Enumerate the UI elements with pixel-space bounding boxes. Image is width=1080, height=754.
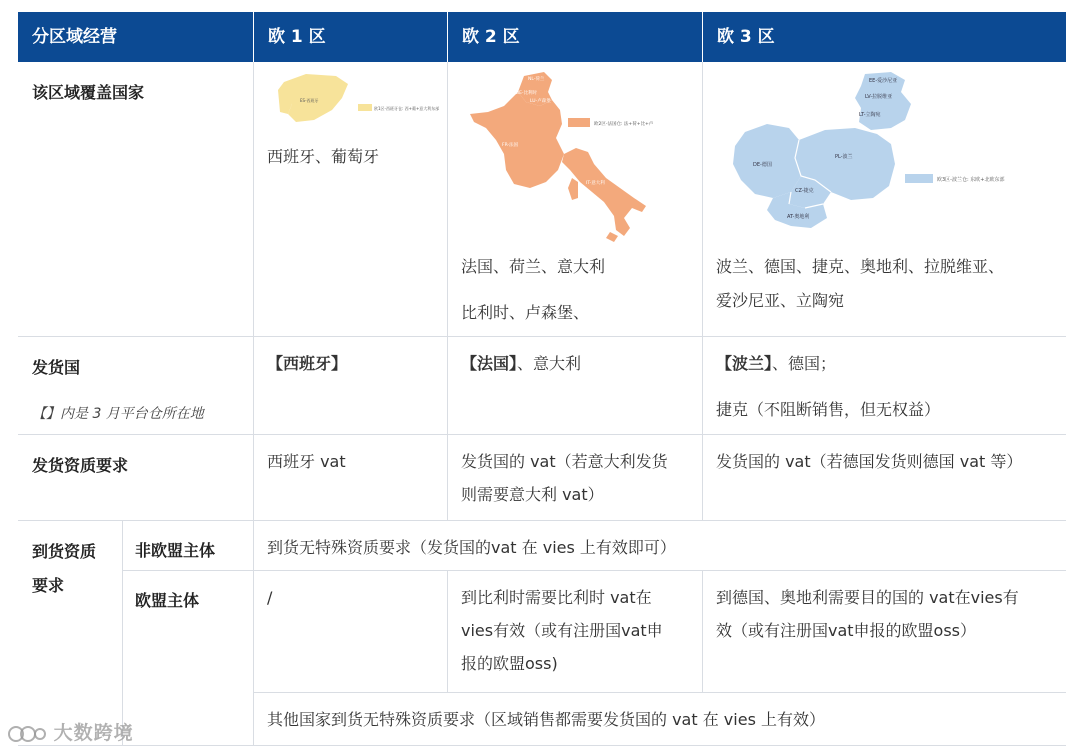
coverage-eu1-cell (254, 62, 448, 337)
coverage-label-cell (18, 62, 254, 337)
watermark-logo-icon (6, 722, 46, 746)
arrival-label-line1: 到货资质 (32, 542, 97, 561)
eu-eu2-cell (448, 571, 703, 693)
eu1-countries: 西班牙、葡萄牙 (267, 147, 380, 166)
eu-eu3-line2: 效（或有注册国vat申报的欧盟oss） (716, 621, 977, 640)
ship-qual-eu1: 西班牙 vat (267, 452, 346, 471)
other-arrival-text: 其他国家到货无特殊资质要求（区域销售都需要发货国的 vat 在 vies 上有效） (267, 710, 825, 729)
ship-qual-eu2-line1: 发货国的 vat（若意大利发货 (461, 452, 668, 471)
ship-qual-eu2-line2: 则需要意大利 vat） (461, 485, 604, 504)
eu-eu2-line2: vies有效（或有注册国vat申 (461, 621, 663, 640)
header-eu2: 欧 2 区 (448, 12, 703, 62)
shipping-eu1 (267, 347, 347, 380)
non-eu-text: 到货无特殊资质要求（发货国的vat 在 vies 上有效即可） (267, 538, 676, 557)
watermark (6, 718, 134, 746)
de-label: DE-德国 (753, 162, 772, 168)
eu-eu3-cell (703, 571, 1066, 693)
eu-eu1: / (267, 588, 273, 607)
zone-table (18, 12, 1066, 746)
pl-label: PL-波兰 (835, 154, 853, 160)
eu-eu3-line1: 到德国、奥地利需要目的国的 vat在vies有 (716, 588, 1019, 607)
shipping-eu3-line2: 捷克（不阻断销售，但无权益） (716, 400, 941, 419)
eu2-countries-line1: 法国、荷兰、意大利 (461, 257, 606, 276)
non-eu-label: 非欧盟主体 (135, 541, 216, 560)
shipping-eu2-bold: 【法国】 (461, 354, 518, 373)
eu3-legend-swatch (905, 174, 933, 183)
shipping-label-cell (18, 337, 254, 435)
shipping-eu3-cell (703, 337, 1066, 435)
non-eu-label-cell (123, 521, 254, 571)
ship-qual-eu3-cell (703, 435, 1066, 521)
france-italy-map (460, 66, 710, 246)
header-eu3: 欧 3 区 (703, 12, 1066, 62)
eu-label-cell (123, 571, 254, 746)
coverage-eu2-cell (448, 62, 703, 337)
eu2-legend-swatch (568, 118, 590, 127)
shipping-eu2 (461, 347, 581, 380)
lu-label: LU-卢森堡 (530, 99, 551, 104)
header-zone-ops: 分区域经营 (18, 12, 254, 62)
other-arrival-cell (254, 693, 1066, 746)
eu1-legend-swatch (358, 104, 372, 111)
eu3-countries-line2: 爱沙尼亚、立陶宛 (716, 291, 845, 310)
es-map-label: ES-西班牙 (300, 98, 319, 103)
coverage-eu3-cell (703, 62, 1066, 337)
arrival-label-line2: 要求 (32, 576, 65, 595)
eu-eu1-cell (254, 571, 448, 693)
coverage-label: 该区域覆盖国家 (32, 83, 145, 102)
ship-qual-label-cell (18, 435, 254, 521)
eu-eu2-line3: 报的欧盟oss) (461, 654, 558, 673)
fr-label: FR-法国 (502, 143, 519, 148)
shipping-eu2-cell (448, 337, 703, 435)
eu-eu2-line1: 到比利时需要比利时 vat在 (461, 588, 652, 607)
shipping-eu2-rest: 、意大利 (517, 354, 582, 373)
arrival-label-cell (18, 521, 123, 746)
shipping-eu3-bold: 【波兰】 (716, 354, 773, 373)
eu3-legend-text: 欧3区-波兰仓: 东欧+北欧东部 (937, 177, 1005, 183)
non-eu-text-cell (254, 521, 1066, 571)
eu2-legend-text: 欧2区-法国仓: 法+荷+比+卢 (594, 122, 654, 127)
shipping-label: 发货国 (32, 358, 81, 377)
ship-qual-label: 发货资质要求 (32, 456, 129, 475)
shipping-eu1-bold: 【西班牙】 (267, 354, 348, 373)
shipping-eu1-cell (254, 337, 448, 435)
be-label: BE-比利时 (516, 91, 538, 96)
watermark-text: 大数跨境 (53, 722, 134, 744)
nl-label: NL-荷兰 (528, 77, 545, 82)
eu1-legend-text: 欧1区-西班牙仓: 西+葡+意大利东部 (374, 106, 440, 111)
lt-label: LT-立陶宛 (859, 112, 881, 118)
cz-label: CZ-捷克 (795, 188, 814, 194)
eu3-countries-line1: 波兰、德国、捷克、奥地利、拉脱维亚、 (716, 257, 1005, 276)
ship-qual-eu1-cell (254, 435, 448, 521)
ship-qual-eu2-cell (448, 435, 703, 521)
shipping-note: 【】内是 3 月平台仓所在地 (32, 406, 204, 422)
shipping-eu3-rest: 、德国； (772, 354, 837, 373)
shipping-eu3 (716, 347, 836, 380)
it-label: IT-意大利 (586, 181, 605, 186)
eu2-countries-line2: 比利时、卢森堡、 (461, 303, 590, 322)
spain-map (266, 68, 446, 128)
east-europe-map (715, 68, 1065, 243)
header-eu1: 欧 1 区 (254, 12, 448, 62)
lv-label: LV-拉脱维亚 (865, 94, 893, 100)
at-label: AT-奥地利 (787, 214, 810, 220)
ee-label: EE-爱沙尼亚 (869, 78, 898, 84)
ship-qual-eu3: 发货国的 vat（若德国发货则德国 vat 等） (716, 452, 1023, 471)
eu-label: 欧盟主体 (135, 591, 200, 610)
